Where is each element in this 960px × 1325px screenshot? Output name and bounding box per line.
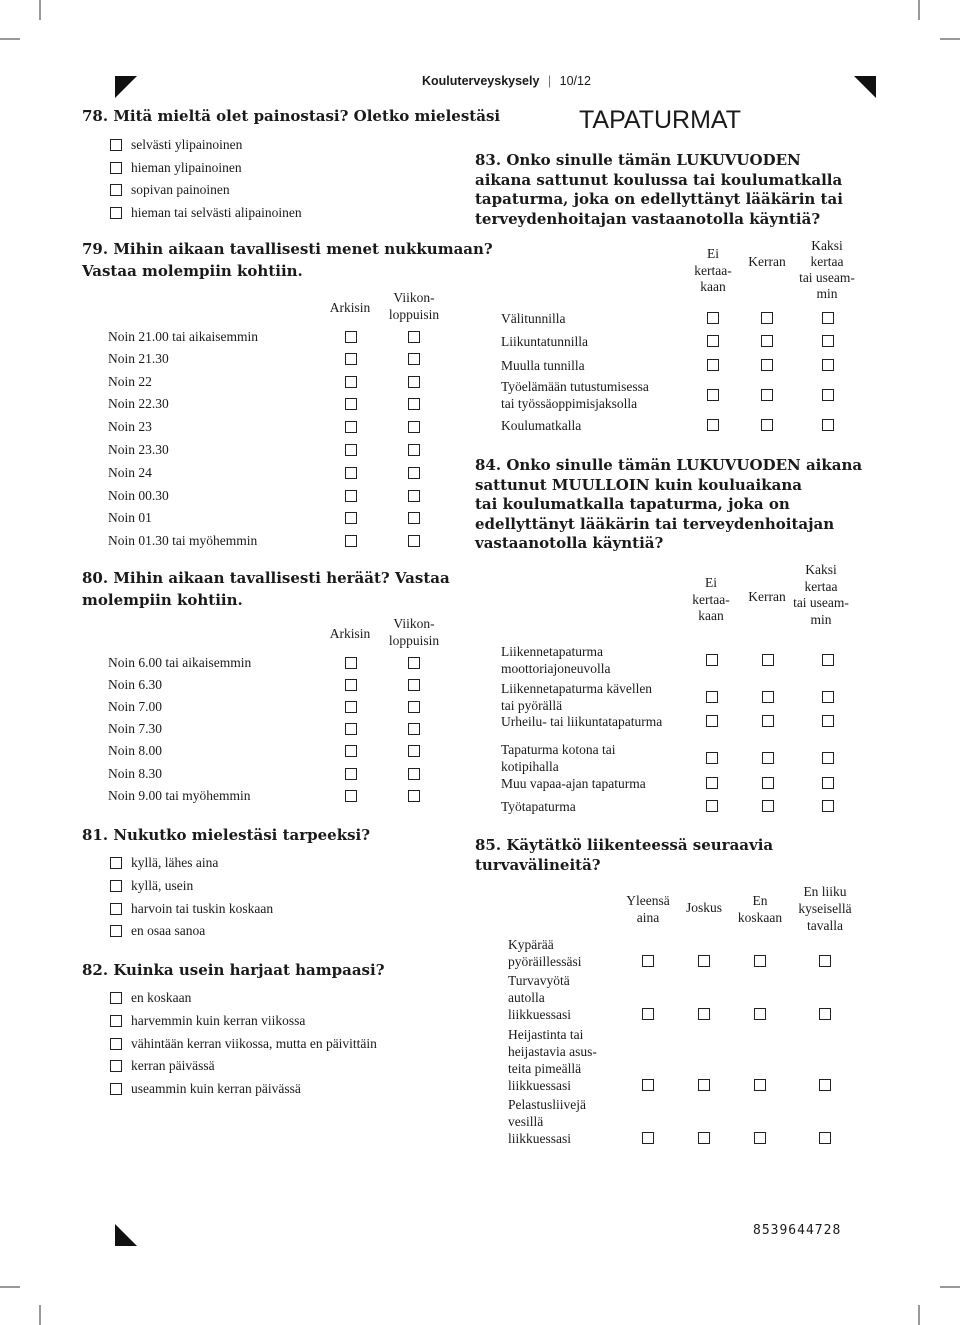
time-option: Noin 9.00 tai myöhemmin <box>108 788 251 803</box>
crop-mark <box>918 1305 920 1325</box>
column-header: min <box>810 611 832 627</box>
answer-checkbox[interactable] <box>408 467 420 479</box>
column-header: Yleensä <box>626 893 670 908</box>
answer-checkbox[interactable] <box>819 1079 831 1091</box>
answer-option: kyllä, lähes aina <box>131 855 219 870</box>
header-divider: | <box>547 74 552 88</box>
time-option: Noin 7.30 <box>108 721 162 736</box>
safety-equipment: vesillä <box>508 1114 544 1129</box>
safety-equipment: liikkuessasi <box>508 1007 571 1022</box>
answer-option: en osaa sanoa <box>131 923 206 938</box>
answer-checkbox[interactable] <box>698 1132 710 1144</box>
time-option: Noin 8.00 <box>108 743 162 758</box>
crop-mark <box>940 1286 960 1288</box>
answer-checkbox[interactable] <box>408 535 420 547</box>
answer-checkbox[interactable] <box>754 955 766 967</box>
question-80: 80. Mihin aikaan tavallisesti heräät? Vastaa <box>82 569 450 587</box>
answer-checkbox[interactable] <box>707 312 719 324</box>
column-header: Kaksi <box>805 562 837 577</box>
answer-checkbox[interactable] <box>761 389 773 401</box>
question-85: 85. Käytätkö liikenteessä seuraavia <box>475 836 774 854</box>
column-header: Kerran <box>748 254 786 269</box>
time-option: Noin 00.30 <box>108 488 169 503</box>
safety-equipment: Kypärää <box>508 937 554 952</box>
crop-mark <box>39 1305 41 1325</box>
time-option: Noin 24 <box>108 465 152 480</box>
answer-checkbox[interactable] <box>345 490 357 502</box>
accident-location: Välitunnilla <box>501 310 566 326</box>
safety-equipment: Pelastusliivejä <box>508 1097 586 1112</box>
column-header: kyseisellä <box>798 901 852 916</box>
answer-checkbox[interactable] <box>698 1079 710 1091</box>
column-header: loppuisin <box>388 307 440 322</box>
column-header: Ei <box>707 246 719 261</box>
answer-checkbox[interactable] <box>345 376 357 388</box>
question-81: 81. Nukutko mielestäsi tarpeeksi? <box>82 826 371 844</box>
answer-checkbox[interactable] <box>345 657 357 669</box>
answer-checkbox[interactable] <box>761 419 773 431</box>
question-83: terveydenhoitajan vastaanotolla käyntiä? <box>475 209 821 228</box>
answer-checkbox[interactable] <box>110 207 122 219</box>
answer-option: selvästi ylipainoinen <box>131 137 243 152</box>
answer-checkbox[interactable] <box>822 419 834 431</box>
question-79: 79. Mihin aikaan tavallisesti menet nukkumaan? <box>82 240 493 258</box>
accident-location: Muulla tunnilla <box>501 357 585 373</box>
question-83: aikana sattunut koulussa tai koulumatkalla <box>475 170 843 189</box>
answer-checkbox[interactable] <box>408 679 420 691</box>
answer-checkbox[interactable] <box>408 376 420 388</box>
answer-option: en koskaan <box>131 990 192 1005</box>
answer-checkbox[interactable] <box>345 421 357 433</box>
answer-checkbox[interactable] <box>345 353 357 365</box>
answer-checkbox[interactable] <box>761 359 773 371</box>
answer-checkbox[interactable] <box>408 398 420 410</box>
survey-title: Kouluterveyskysely <box>422 74 540 88</box>
time-option: Noin 23 <box>108 419 152 434</box>
question-83: tapaturma, joka on edellyttänyt lääkärin tai <box>475 190 843 208</box>
accident-location: Liikuntatunnilla <box>501 333 588 349</box>
crop-mark <box>0 38 20 40</box>
answer-checkbox[interactable] <box>110 1083 122 1095</box>
answer-checkbox[interactable] <box>408 701 420 713</box>
crop-mark <box>0 1286 20 1288</box>
accident-location: Koulumatkalla <box>501 417 582 433</box>
answer-checkbox[interactable] <box>761 335 773 347</box>
answer-checkbox[interactable] <box>345 701 357 713</box>
question-84: vastaanotolla käyntiä? <box>475 534 664 552</box>
answer-checkbox[interactable] <box>345 331 357 343</box>
crop-mark <box>39 0 41 20</box>
answer-option: useammin kuin kerran päivässä <box>131 1081 301 1096</box>
answer-checkbox[interactable] <box>706 777 718 789</box>
answer-checkbox[interactable] <box>642 1132 654 1144</box>
time-option: Noin 23.30 <box>108 442 169 457</box>
column-header: kertaa <box>810 254 844 269</box>
answer-checkbox[interactable] <box>110 925 122 937</box>
safety-equipment: liikkuessasi <box>508 1078 571 1093</box>
answer-checkbox[interactable] <box>822 654 834 666</box>
answer-checkbox[interactable] <box>110 162 122 174</box>
answer-checkbox[interactable] <box>110 1038 122 1050</box>
answer-checkbox[interactable] <box>822 335 834 347</box>
answer-checkbox[interactable] <box>408 421 420 433</box>
answer-checkbox[interactable] <box>706 752 718 764</box>
answer-checkbox[interactable] <box>822 389 834 401</box>
column-header: Joskus <box>685 900 722 915</box>
time-option: Noin 22 <box>108 374 152 389</box>
answer-checkbox[interactable] <box>110 857 122 869</box>
answer-checkbox[interactable] <box>345 679 357 691</box>
time-option: Noin 01 <box>108 510 152 525</box>
column-header: Arkisin <box>329 300 371 315</box>
time-option: Noin 22.30 <box>108 396 169 411</box>
column-header: En <box>752 893 768 908</box>
accident-type: moottoriajoneuvolla <box>501 661 611 676</box>
answer-checkbox[interactable] <box>345 467 357 479</box>
answer-checkbox[interactable] <box>408 790 420 802</box>
time-option: Noin 6.00 tai aikaisemmin <box>108 655 252 670</box>
safety-equipment: heijastavia asus- <box>508 1044 597 1059</box>
accident-type: kotipihalla <box>501 759 559 774</box>
answer-checkbox[interactable] <box>822 800 834 812</box>
answer-checkbox[interactable] <box>822 715 834 727</box>
column-header: aina <box>636 910 660 925</box>
column-header: Viikon- <box>393 290 435 305</box>
page-header <box>422 74 591 88</box>
answer-checkbox[interactable] <box>110 1060 122 1072</box>
answer-option: hieman tai selvästi alipainoinen <box>131 205 302 220</box>
answer-checkbox[interactable] <box>345 723 357 735</box>
registration-mark-icon <box>854 76 876 98</box>
answer-checkbox[interactable] <box>110 992 122 1004</box>
answer-checkbox[interactable] <box>819 1132 831 1144</box>
safety-equipment: pyöräillessäsi <box>508 954 582 969</box>
column-header: Kerran <box>748 589 786 604</box>
column-header: kaan <box>700 279 726 294</box>
accident-type: Tapaturma kotona tai <box>501 742 616 757</box>
answer-checkbox[interactable] <box>762 691 774 703</box>
question-84: tai koulumatkalla tapaturma, joka on <box>475 495 790 513</box>
answer-checkbox[interactable] <box>707 419 719 431</box>
question-78: 78. Mitä mieltä olet painostasi? Oletko mielestäsi <box>82 107 501 125</box>
answer-checkbox[interactable] <box>345 512 357 524</box>
accident-type: tai pyörällä <box>501 698 563 713</box>
answer-checkbox[interactable] <box>706 715 718 727</box>
answer-checkbox[interactable] <box>110 184 122 196</box>
answer-checkbox[interactable] <box>754 1079 766 1091</box>
question-83: 83. Onko sinulle tämän LUKUVUODEN <box>475 151 801 169</box>
question-80: molempiin kohtiin. <box>82 591 243 609</box>
answer-checkbox[interactable] <box>642 1008 654 1020</box>
column-header: tai useam- <box>799 270 855 285</box>
answer-checkbox[interactable] <box>762 654 774 666</box>
question-82: 82. Kuinka usein harjaat hampaasi? <box>82 961 385 979</box>
question-79: Vastaa molempiin kohtiin. <box>82 262 303 280</box>
answer-checkbox[interactable] <box>110 139 122 151</box>
time-option: Noin 21.30 <box>108 351 169 366</box>
time-option: Noin 21.00 tai aikaisemmin <box>108 329 258 344</box>
column-header: tavalla <box>807 918 843 933</box>
answer-checkbox[interactable] <box>642 1079 654 1091</box>
column-header: Kaksi <box>811 238 843 253</box>
answer-checkbox[interactable] <box>345 398 357 410</box>
answer-checkbox[interactable] <box>110 880 122 892</box>
question-84: 84. Onko sinulle tämän LUKUVUODEN aikana <box>475 456 863 474</box>
answer-checkbox[interactable] <box>345 535 357 547</box>
accident-type: Urheilu- tai liikuntatapaturma <box>501 713 663 729</box>
answer-checkbox[interactable] <box>819 955 831 967</box>
answer-checkbox[interactable] <box>408 745 420 757</box>
question-85: turvavälineitä? <box>475 855 601 874</box>
question-84: sattunut MUULLOIN kuin kouluaikana <box>475 475 802 494</box>
answer-checkbox[interactable] <box>408 490 420 502</box>
answer-checkbox[interactable] <box>822 359 834 371</box>
answer-checkbox[interactable] <box>408 657 420 669</box>
answer-checkbox[interactable] <box>822 312 834 324</box>
answer-checkbox[interactable] <box>408 444 420 456</box>
answer-option: harvoin tai tuskin koskaan <box>131 901 274 916</box>
accident-type: Liikennetapaturma <box>501 644 603 659</box>
answer-option: kerran päivässä <box>131 1058 215 1073</box>
time-option: Noin 8.30 <box>108 766 162 781</box>
accident-location: tai työssäoppimisjaksolla <box>501 396 638 411</box>
safety-equipment: autolla <box>508 990 545 1005</box>
answer-checkbox[interactable] <box>762 752 774 764</box>
answer-checkbox[interactable] <box>822 752 834 764</box>
answer-option: harvemmin kuin kerran viikossa <box>131 1013 306 1028</box>
accident-type: Työtapaturma <box>501 798 576 814</box>
answer-option: sopivan painoinen <box>131 182 230 197</box>
answer-checkbox[interactable] <box>408 353 420 365</box>
answer-checkbox[interactable] <box>642 955 654 967</box>
column-header: koskaan <box>737 910 783 925</box>
answer-checkbox[interactable] <box>345 745 357 757</box>
answer-checkbox[interactable] <box>762 800 774 812</box>
column-header: kertaa- <box>692 591 730 607</box>
accident-type: Liikennetapaturma kävellen <box>501 681 653 696</box>
registration-mark-icon <box>115 76 137 98</box>
crop-mark <box>940 38 960 40</box>
answer-checkbox[interactable] <box>706 800 718 812</box>
page-number: 10/12 <box>559 74 591 88</box>
answer-checkbox[interactable] <box>761 312 773 324</box>
answer-checkbox[interactable] <box>408 331 420 343</box>
answer-checkbox[interactable] <box>762 715 774 727</box>
column-header: kertaa <box>804 578 838 594</box>
column-header: Ei <box>705 575 717 590</box>
question-84: edellyttänyt lääkärin tai terveydenhoitajan <box>475 514 835 533</box>
answer-checkbox[interactable] <box>706 691 718 703</box>
safety-equipment: Turvavyötä <box>508 973 570 988</box>
column-header: tai useam- <box>793 595 849 610</box>
answer-checkbox[interactable] <box>698 1008 710 1020</box>
answer-checkbox[interactable] <box>345 444 357 456</box>
answer-checkbox[interactable] <box>408 723 420 735</box>
accident-type: Muu vapaa-ajan tapaturma <box>501 775 646 791</box>
answer-checkbox[interactable] <box>345 790 357 802</box>
answer-checkbox[interactable] <box>698 955 710 967</box>
answer-checkbox[interactable] <box>822 691 834 703</box>
column-header: min <box>816 286 838 301</box>
safety-equipment: Heijastinta tai <box>508 1027 584 1042</box>
answer-checkbox[interactable] <box>408 768 420 780</box>
column-header: loppuisin <box>388 633 440 648</box>
column-header: kaan <box>698 608 724 623</box>
section-title: TAPATURMAT <box>579 106 742 134</box>
answer-checkbox[interactable] <box>819 1008 831 1020</box>
answer-checkbox[interactable] <box>706 654 718 666</box>
time-option: Noin 7.00 <box>108 699 162 714</box>
column-header: Viikon- <box>393 616 435 631</box>
answer-checkbox[interactable] <box>762 777 774 789</box>
answer-checkbox[interactable] <box>345 768 357 780</box>
answer-checkbox[interactable] <box>754 1008 766 1020</box>
column-header: Arkisin <box>329 626 371 641</box>
answer-option: hieman ylipainoinen <box>131 160 242 175</box>
time-option: Noin 6.30 <box>108 677 162 692</box>
answer-checkbox[interactable] <box>822 777 834 789</box>
answer-option: kyllä, usein <box>131 878 194 893</box>
answer-checkbox[interactable] <box>707 359 719 371</box>
answer-checkbox[interactable] <box>110 1015 122 1027</box>
answer-checkbox[interactable] <box>707 335 719 347</box>
column-header: En liiku <box>803 884 847 899</box>
answer-checkbox[interactable] <box>754 1132 766 1144</box>
answer-option: vähintään kerran viikossa, mutta en päivittäin <box>131 1036 377 1051</box>
time-option: Noin 01.30 tai myöhemmin <box>108 533 258 548</box>
answer-checkbox[interactable] <box>110 903 122 915</box>
answer-checkbox[interactable] <box>408 512 420 524</box>
answer-checkbox[interactable] <box>707 389 719 401</box>
column-header: kertaa- <box>694 262 732 278</box>
barcode-number: 8539644728 <box>753 1223 842 1238</box>
registration-mark-icon <box>115 1224 137 1246</box>
safety-equipment: teita pimeällä <box>508 1061 582 1076</box>
accident-location: Työelämään tutustumisessa <box>501 379 649 394</box>
crop-mark <box>918 0 920 20</box>
safety-equipment: liikkuessasi <box>508 1131 571 1146</box>
